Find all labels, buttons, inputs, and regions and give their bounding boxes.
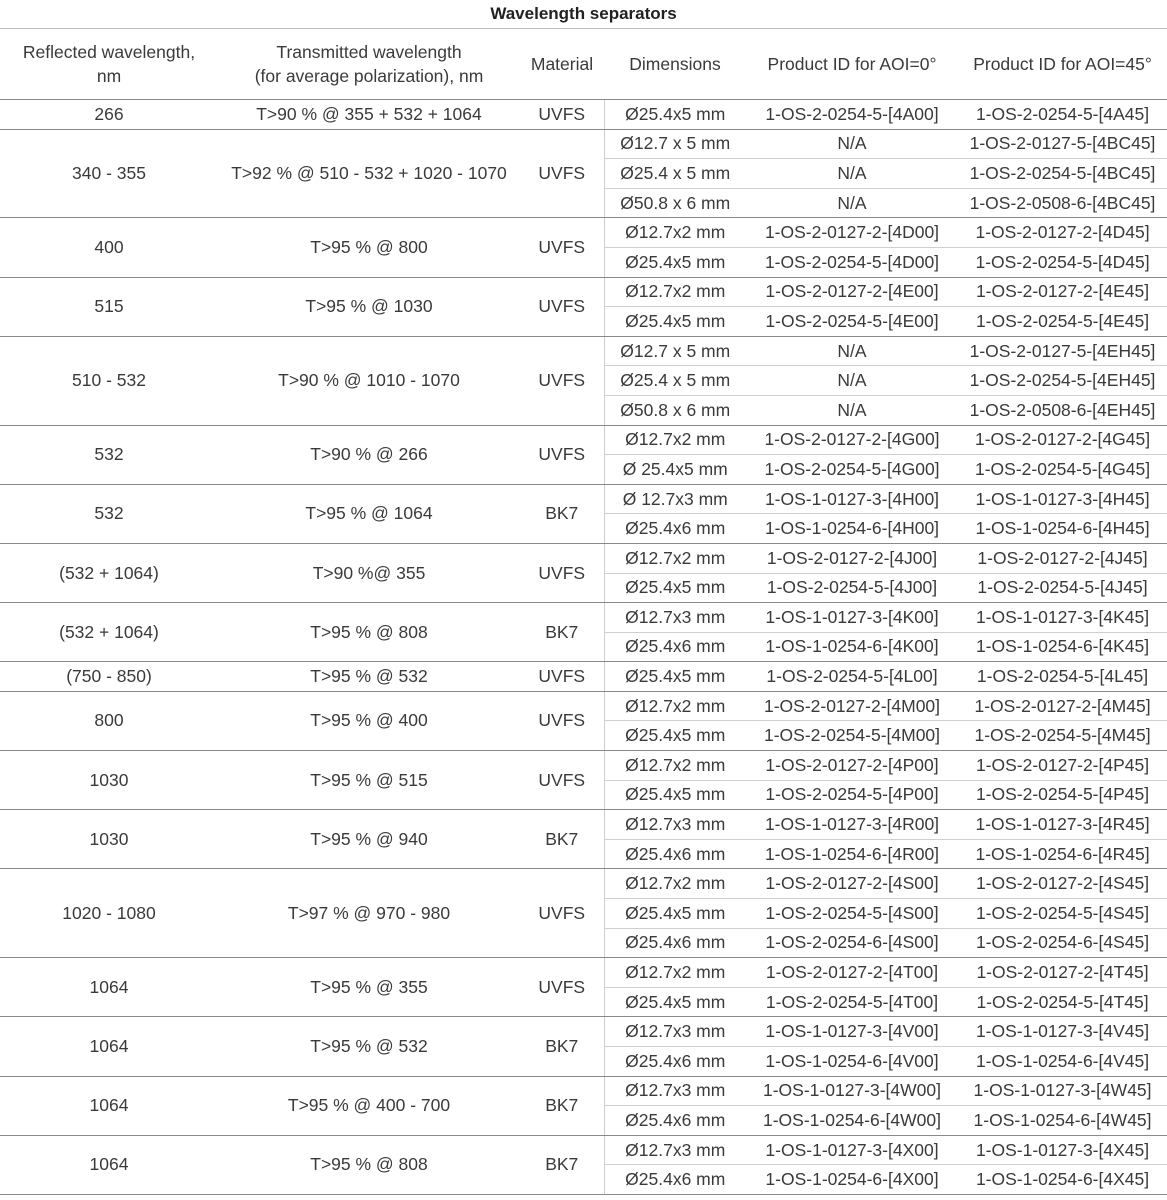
- dimensions-cell: Ø25.4 x 5 mm: [604, 159, 746, 189]
- aoi0-cell: 1-OS-2-0254-5-[4G00]: [746, 455, 958, 485]
- material-cell: BK7: [520, 1135, 604, 1194]
- dimensions-cell: Ø25.4x6 mm: [604, 514, 746, 544]
- aoi0-cell: 1-OS-2-0127-2-[4S00]: [746, 869, 958, 899]
- dimensions-cell: Ø12.7x3 mm: [604, 1135, 746, 1165]
- aoi45-cell: 1-OS-1-0127-3-[4X45]: [958, 1135, 1167, 1165]
- material-cell: UVFS: [520, 277, 604, 336]
- aoi0-cell: 1-OS-2-0254-5-[4A00]: [746, 100, 958, 130]
- table-row: [0, 129, 1167, 159]
- aoi0-cell: N/A: [746, 159, 958, 189]
- transmitted-cell: T>95 % @ 800: [218, 218, 520, 277]
- transmitted-cell: T>95 % @ 400: [218, 691, 520, 750]
- material-cell: UVFS: [520, 691, 604, 750]
- aoi45-cell: 1-OS-2-0254-5-[4L45]: [958, 662, 1167, 692]
- transmitted-cell: T>92 % @ 510 - 532 + 1020 - 1070: [218, 129, 520, 218]
- aoi45-cell: 1-OS-2-0254-5-[4M45]: [958, 721, 1167, 751]
- dimensions-cell: Ø12.7x2 mm: [604, 543, 746, 573]
- dimensions-cell: Ø12.7x2 mm: [604, 277, 746, 307]
- aoi0-cell: 1-OS-2-0254-5-[4T00]: [746, 987, 958, 1017]
- table-row: [0, 751, 1167, 781]
- reflected-cell: (750 - 850): [0, 662, 218, 692]
- reflected-cell: 1064: [0, 958, 218, 1017]
- dimensions-cell: Ø12.7x2 mm: [604, 218, 746, 248]
- aoi0-cell: 1-OS-2-0254-5-[4D00]: [746, 247, 958, 277]
- aoi45-cell: 1-OS-2-0254-5-[4T45]: [958, 987, 1167, 1017]
- dimensions-cell: Ø25.4x5 mm: [604, 899, 746, 929]
- aoi45-cell: 1-OS-1-0254-6-[4H45]: [958, 514, 1167, 544]
- aoi0-cell: 1-OS-1-0254-6-[4H00]: [746, 514, 958, 544]
- reflected-cell: 1030: [0, 810, 218, 869]
- material-cell: UVFS: [520, 869, 604, 958]
- table-row: [0, 1076, 1167, 1106]
- aoi45-cell: 1-OS-2-0254-5-[4S45]: [958, 899, 1167, 929]
- aoi45-cell: 1-OS-2-0254-5-[4EH45]: [958, 366, 1167, 396]
- dimensions-cell: Ø25.4 x 5 mm: [604, 366, 746, 396]
- dimensions-cell: Ø25.4x6 mm: [604, 928, 746, 958]
- aoi0-cell: 1-OS-1-0254-6-[4W00]: [746, 1106, 958, 1136]
- material-cell: BK7: [520, 810, 604, 869]
- header-reflected: [0, 29, 218, 100]
- material-cell: UVFS: [520, 129, 604, 218]
- dimensions-cell: Ø25.4x5 mm: [604, 307, 746, 337]
- material-cell: UVFS: [520, 425, 604, 484]
- dimensions-cell: Ø25.4x6 mm: [604, 839, 746, 869]
- dimensions-cell: Ø25.4x5 mm: [604, 987, 746, 1017]
- reflected-cell: 532: [0, 425, 218, 484]
- header-aoi0: Product ID for AOI=0°: [746, 29, 958, 100]
- dimensions-cell: Ø12.7x2 mm: [604, 958, 746, 988]
- aoi45-cell: 1-OS-1-0254-6-[4K45]: [958, 632, 1167, 662]
- aoi0-cell: 1-OS-2-0127-2-[4D00]: [746, 218, 958, 248]
- aoi0-cell: 1-OS-2-0127-2-[4J00]: [746, 543, 958, 573]
- aoi45-cell: 1-OS-2-0254-5-[4J45]: [958, 573, 1167, 603]
- dimensions-cell: Ø12.7x3 mm: [604, 810, 746, 840]
- aoi0-cell: 1-OS-1-0254-6-[4V00]: [746, 1047, 958, 1077]
- aoi0-cell: 1-OS-1-0127-3-[4W00]: [746, 1076, 958, 1106]
- aoi45-cell: 1-OS-2-0254-5-[4A45]: [958, 100, 1167, 130]
- aoi0-cell: 1-OS-1-0127-3-[4V00]: [746, 1017, 958, 1047]
- aoi45-cell: 1-OS-1-0254-6-[4V45]: [958, 1047, 1167, 1077]
- dimensions-cell: Ø12.7x2 mm: [604, 691, 746, 721]
- dimensions-cell: Ø12.7x2 mm: [604, 751, 746, 781]
- dimensions-cell: Ø12.7 x 5 mm: [604, 336, 746, 366]
- material-cell: BK7: [520, 484, 604, 543]
- aoi0-cell: 1-OS-1-0127-3-[4X00]: [746, 1135, 958, 1165]
- material-cell: UVFS: [520, 751, 604, 810]
- table-row: [0, 218, 1167, 248]
- transmitted-cell: T>95 % @ 808: [218, 603, 520, 662]
- table-title: Wavelength separators: [0, 0, 1167, 29]
- aoi0-cell: 1-OS-1-0254-6-[4X00]: [746, 1165, 958, 1195]
- aoi0-cell: 1-OS-2-0127-2-[4G00]: [746, 425, 958, 455]
- transmitted-cell: T>95 % @ 355: [218, 958, 520, 1017]
- reflected-cell: 1030: [0, 751, 218, 810]
- dimensions-cell: Ø50.8 x 6 mm: [604, 188, 746, 218]
- aoi45-cell: 1-OS-2-0127-5-[4EH45]: [958, 336, 1167, 366]
- dimensions-cell: Ø25.4x6 mm: [604, 1165, 746, 1195]
- aoi45-cell: 1-OS-1-0254-6-[4R45]: [958, 839, 1167, 869]
- aoi0-cell: 1-OS-1-0254-6-[4R00]: [746, 839, 958, 869]
- aoi45-cell: 1-OS-2-0254-5-[4D45]: [958, 247, 1167, 277]
- table-row: [0, 425, 1167, 455]
- material-cell: BK7: [520, 603, 604, 662]
- dimensions-cell: Ø25.4x5 mm: [604, 780, 746, 810]
- table-row: [0, 336, 1167, 366]
- table-row: [0, 1135, 1167, 1165]
- dimensions-cell: Ø50.8 x 6 mm: [604, 395, 746, 425]
- aoi45-cell: 1-OS-1-0127-3-[4H45]: [958, 484, 1167, 514]
- aoi0-cell: 1-OS-2-0127-2-[4E00]: [746, 277, 958, 307]
- dimensions-cell: Ø25.4x5 mm: [604, 662, 746, 692]
- table-row: [0, 100, 1167, 130]
- aoi45-cell: 1-OS-1-0254-6-[4X45]: [958, 1165, 1167, 1195]
- reflected-cell: 1064: [0, 1076, 218, 1135]
- aoi45-cell: 1-OS-2-0127-2-[4D45]: [958, 218, 1167, 248]
- dimensions-cell: Ø12.7x3 mm: [604, 603, 746, 633]
- aoi45-cell: 1-OS-2-0254-5-[4G45]: [958, 455, 1167, 485]
- material-cell: BK7: [520, 1076, 604, 1135]
- aoi0-cell: 1-OS-2-0127-2-[4T00]: [746, 958, 958, 988]
- aoi45-cell: 1-OS-2-0127-2-[4T45]: [958, 958, 1167, 988]
- aoi0-cell: N/A: [746, 366, 958, 396]
- aoi45-cell: 1-OS-1-0254-6-[4W45]: [958, 1106, 1167, 1136]
- dimensions-cell: Ø12.7x3 mm: [604, 1017, 746, 1047]
- header-material: Material: [520, 29, 604, 100]
- dimensions-cell: Ø12.7x2 mm: [604, 425, 746, 455]
- reflected-cell: 532: [0, 484, 218, 543]
- table-row: [0, 810, 1167, 840]
- transmitted-cell: T>90 %@ 355: [218, 543, 520, 602]
- table-row: [0, 662, 1167, 692]
- table-row: [0, 543, 1167, 573]
- aoi45-cell: 1-OS-2-0127-5-[4BC45]: [958, 129, 1167, 159]
- transmitted-cell: T>95 % @ 808: [218, 1135, 520, 1194]
- transmitted-cell: T>97 % @ 970 - 980: [218, 869, 520, 958]
- transmitted-cell: T>90 % @ 266: [218, 425, 520, 484]
- aoi0-cell: 1-OS-2-0127-2-[4M00]: [746, 691, 958, 721]
- aoi0-cell: N/A: [746, 129, 958, 159]
- reflected-cell: 400: [0, 218, 218, 277]
- reflected-cell: 266: [0, 100, 218, 130]
- aoi0-cell: 1-OS-2-0254-6-[4S00]: [746, 928, 958, 958]
- material-cell: UVFS: [520, 100, 604, 130]
- dimensions-cell: Ø25.4x6 mm: [604, 1106, 746, 1136]
- material-cell: BK7: [520, 1017, 604, 1076]
- table-row: [0, 277, 1167, 307]
- transmitted-cell: T>95 % @ 1064: [218, 484, 520, 543]
- table-row: [0, 484, 1167, 514]
- header-reflected-line1: Reflected wavelength,: [22, 42, 196, 62]
- aoi0-cell: 1-OS-1-0254-6-[4K00]: [746, 632, 958, 662]
- aoi45-cell: 1-OS-2-0254-5-[4BC45]: [958, 159, 1167, 189]
- aoi45-cell: 1-OS-1-0127-3-[4W45]: [958, 1076, 1167, 1106]
- aoi45-cell: 1-OS-2-0127-2-[4S45]: [958, 869, 1167, 899]
- aoi45-cell: 1-OS-2-0127-2-[4J45]: [958, 543, 1167, 573]
- header-dimensions: Dimensions: [604, 29, 746, 100]
- dimensions-cell: Ø25.4x5 mm: [604, 573, 746, 603]
- aoi45-cell: 1-OS-2-0254-5-[4P45]: [958, 780, 1167, 810]
- dimensions-cell: Ø25.4x6 mm: [604, 1047, 746, 1077]
- aoi0-cell: 1-OS-1-0127-3-[4R00]: [746, 810, 958, 840]
- transmitted-cell: T>95 % @ 1030: [218, 277, 520, 336]
- aoi0-cell: N/A: [746, 336, 958, 366]
- dimensions-cell: Ø 12.7x3 mm: [604, 484, 746, 514]
- aoi0-cell: N/A: [746, 188, 958, 218]
- transmitted-cell: T>90 % @ 1010 - 1070: [218, 336, 520, 425]
- transmitted-cell: T>95 % @ 400 - 700: [218, 1076, 520, 1135]
- reflected-cell: 1064: [0, 1017, 218, 1076]
- aoi45-cell: 1-OS-2-0127-2-[4E45]: [958, 277, 1167, 307]
- table-row: [0, 869, 1167, 899]
- aoi0-cell: 1-OS-2-0254-5-[4L00]: [746, 662, 958, 692]
- material-cell: UVFS: [520, 543, 604, 602]
- aoi45-cell: 1-OS-1-0127-3-[4V45]: [958, 1017, 1167, 1047]
- aoi45-cell: 1-OS-1-0127-3-[4R45]: [958, 810, 1167, 840]
- header-reflected-line2: nm: [96, 66, 122, 86]
- reflected-cell: 1064: [0, 1135, 218, 1194]
- reflected-cell: 800: [0, 691, 218, 750]
- transmitted-cell: T>95 % @ 532: [218, 662, 520, 692]
- reflected-cell: (532 + 1064): [0, 603, 218, 662]
- aoi0-cell: 1-OS-1-0127-3-[4H00]: [746, 484, 958, 514]
- aoi45-cell: 1-OS-2-0508-6-[4BC45]: [958, 188, 1167, 218]
- table-row: [0, 691, 1167, 721]
- reflected-cell: 515: [0, 277, 218, 336]
- reflected-cell: 1020 - 1080: [0, 869, 218, 958]
- aoi45-cell: 1-OS-1-0127-3-[4K45]: [958, 603, 1167, 633]
- aoi0-cell: 1-OS-2-0254-5-[4E00]: [746, 307, 958, 337]
- reflected-cell: 340 - 355: [0, 129, 218, 218]
- aoi45-cell: 1-OS-2-0254-6-[4S45]: [958, 928, 1167, 958]
- aoi0-cell: 1-OS-2-0254-5-[4M00]: [746, 721, 958, 751]
- dimensions-cell: Ø12.7 x 5 mm: [604, 129, 746, 159]
- material-cell: UVFS: [520, 218, 604, 277]
- header-transmitted: [218, 29, 520, 100]
- aoi0-cell: 1-OS-1-0127-3-[4K00]: [746, 603, 958, 633]
- table-row: [0, 603, 1167, 633]
- material-cell: UVFS: [520, 958, 604, 1017]
- dimensions-cell: Ø25.4x5 mm: [604, 100, 746, 130]
- header-transmitted-line2: (for average polarization), nm: [254, 66, 484, 86]
- aoi0-cell: 1-OS-2-0254-5-[4P00]: [746, 780, 958, 810]
- material-cell: UVFS: [520, 662, 604, 692]
- aoi0-cell: 1-OS-2-0254-5-[4J00]: [746, 573, 958, 603]
- table-row: [0, 958, 1167, 988]
- aoi45-cell: 1-OS-2-0127-2-[4G45]: [958, 425, 1167, 455]
- aoi0-cell: 1-OS-2-0127-2-[4P00]: [746, 751, 958, 781]
- transmitted-cell: T>95 % @ 532: [218, 1017, 520, 1076]
- title-row: [0, 0, 1167, 29]
- dimensions-cell: Ø25.4x5 mm: [604, 247, 746, 277]
- aoi45-cell: 1-OS-2-0127-2-[4P45]: [958, 751, 1167, 781]
- reflected-cell: 510 - 532: [0, 336, 218, 425]
- aoi0-cell: N/A: [746, 395, 958, 425]
- transmitted-cell: T>95 % @ 515: [218, 751, 520, 810]
- transmitted-cell: T>90 % @ 355 + 532 + 1064: [218, 100, 520, 130]
- dimensions-cell: Ø 25.4x5 mm: [604, 455, 746, 485]
- header-transmitted-line1: Transmitted wavelength: [276, 42, 462, 62]
- dimensions-cell: Ø25.4x5 mm: [604, 721, 746, 751]
- table-row: [0, 1017, 1167, 1047]
- dimensions-cell: Ø25.4x6 mm: [604, 632, 746, 662]
- header-row: [0, 29, 1167, 100]
- reflected-cell: (532 + 1064): [0, 543, 218, 602]
- dimensions-cell: Ø12.7x3 mm: [604, 1076, 746, 1106]
- material-cell: UVFS: [520, 336, 604, 425]
- dimensions-cell: Ø12.7x2 mm: [604, 869, 746, 899]
- aoi45-cell: 1-OS-2-0508-6-[4EH45]: [958, 395, 1167, 425]
- aoi45-cell: 1-OS-2-0127-2-[4M45]: [958, 691, 1167, 721]
- aoi45-cell: 1-OS-2-0254-5-[4E45]: [958, 307, 1167, 337]
- aoi0-cell: 1-OS-2-0254-5-[4S00]: [746, 899, 958, 929]
- table-body: [0, 100, 1167, 1195]
- transmitted-cell: T>95 % @ 940: [218, 810, 520, 869]
- header-aoi45: Product ID for AOI=45°: [958, 29, 1167, 100]
